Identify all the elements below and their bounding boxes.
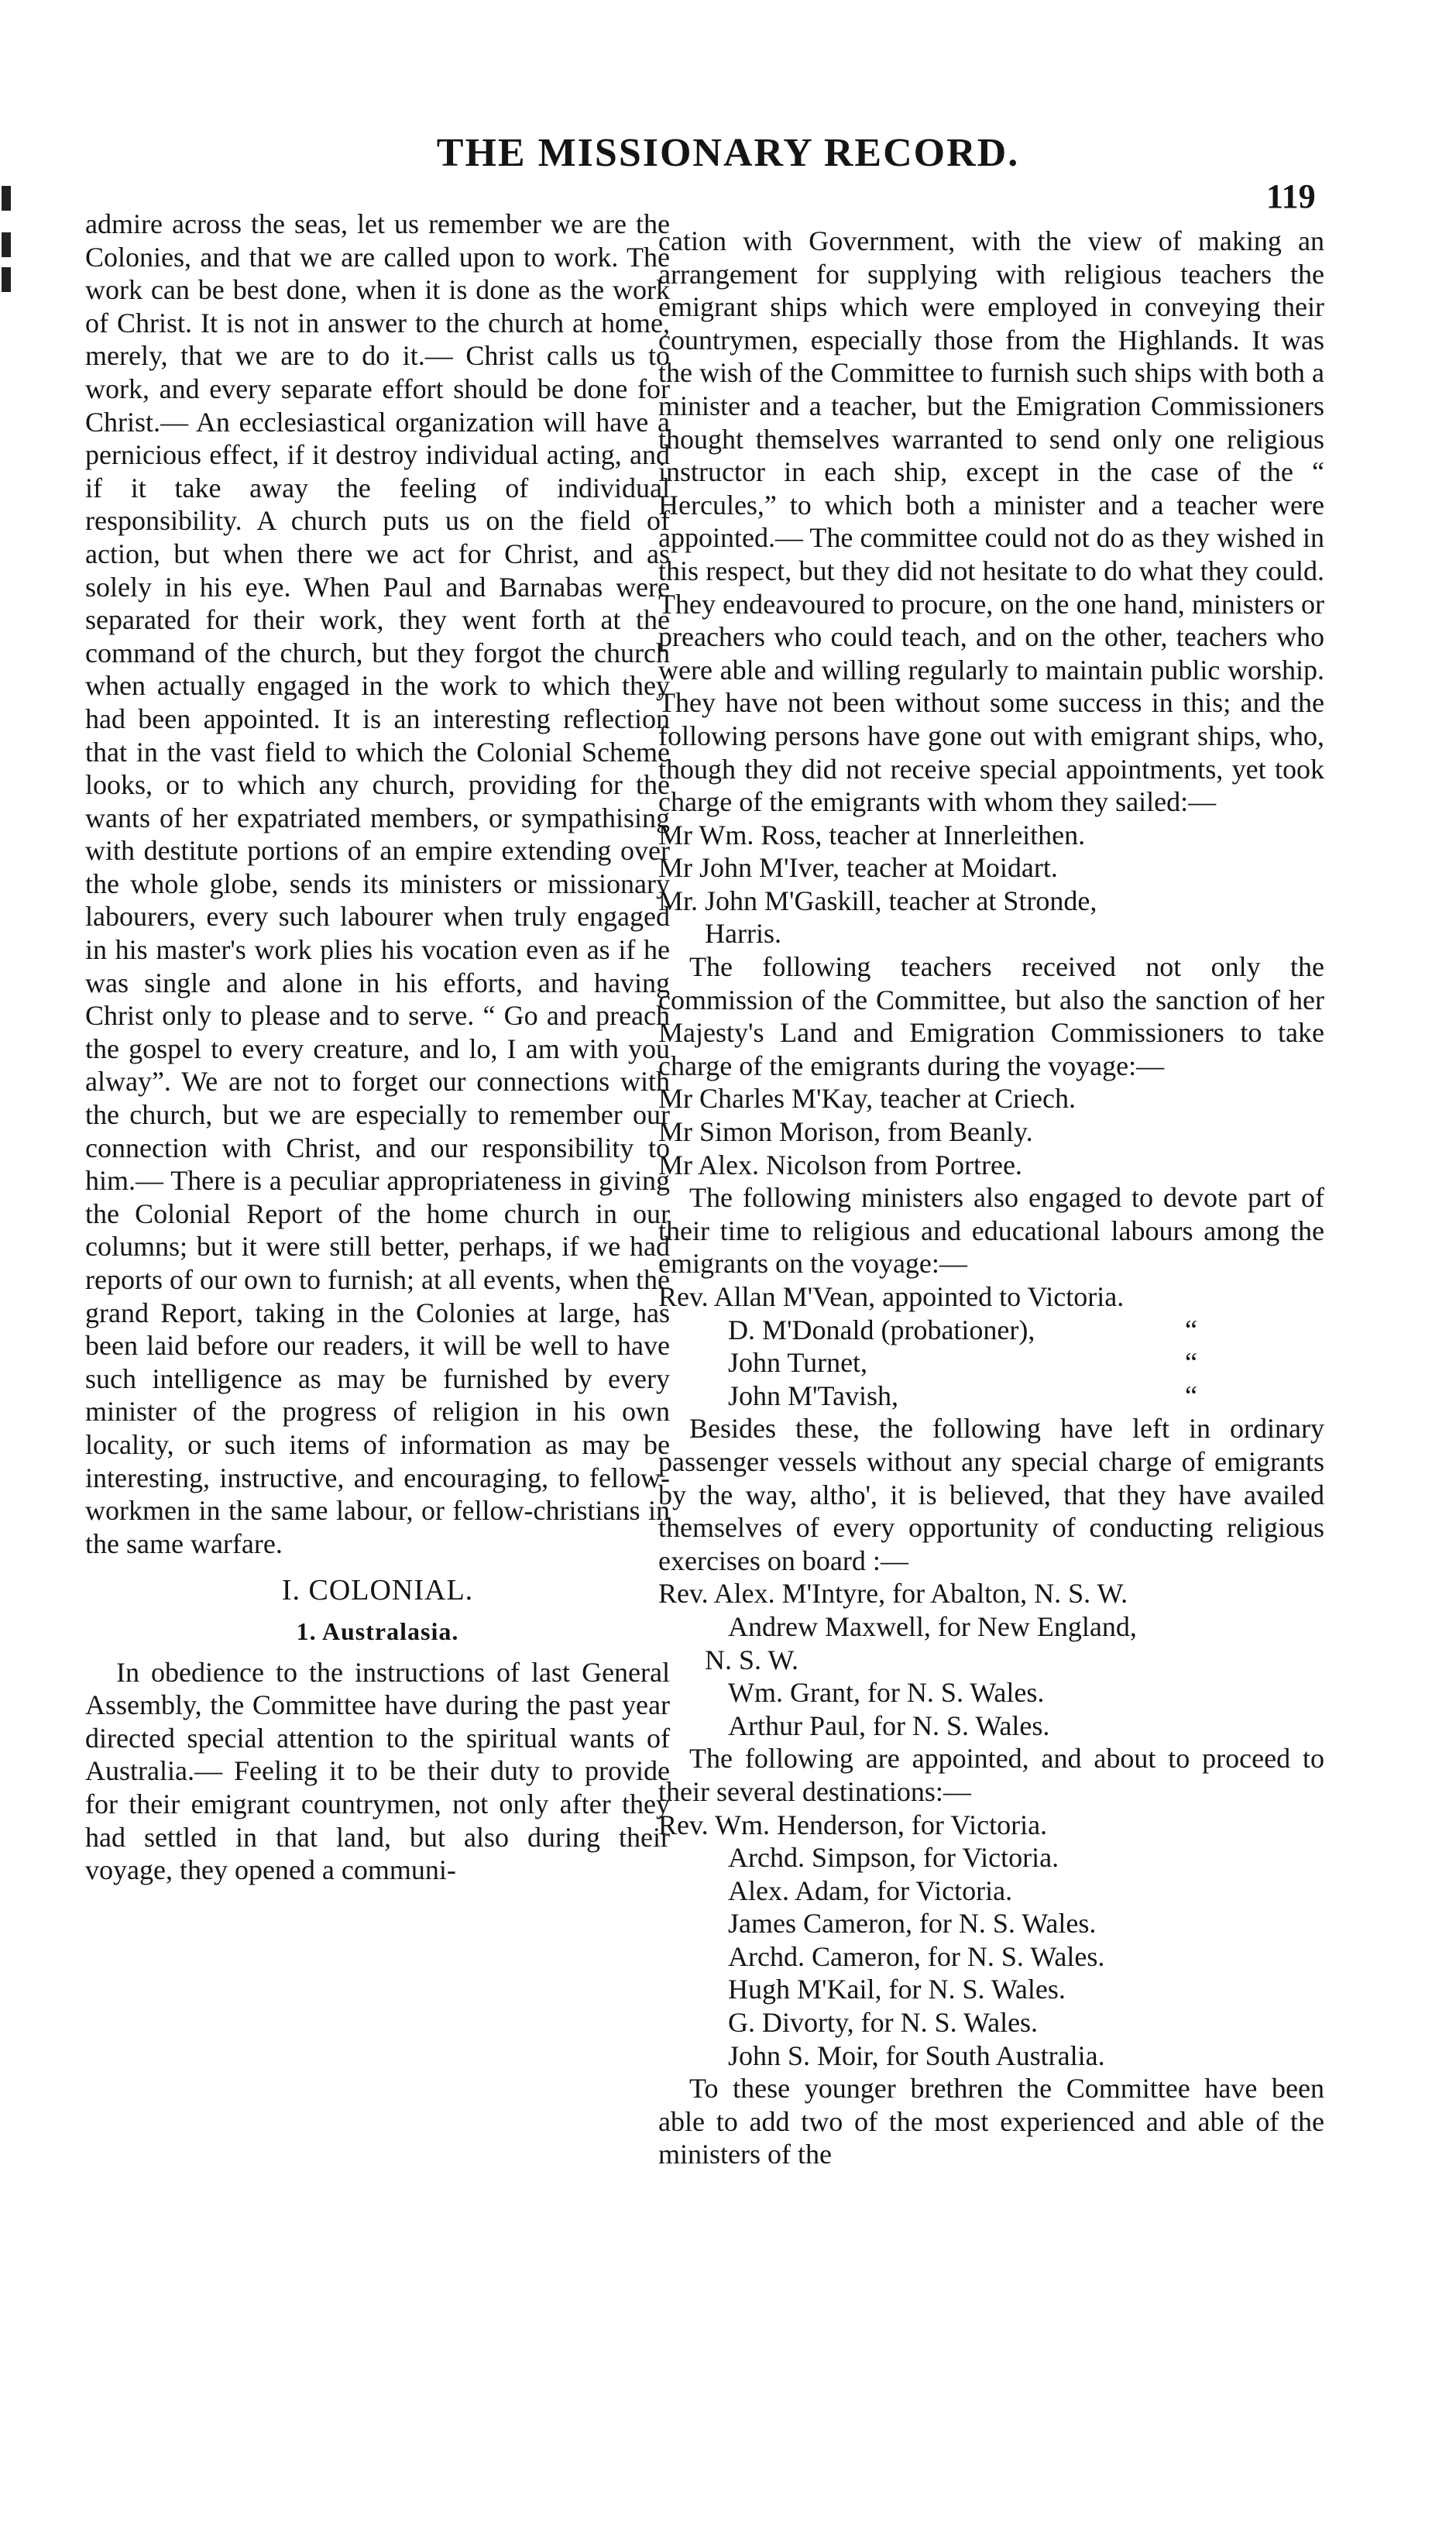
ditto-mark: “ (1185, 1347, 1197, 1379)
paragraph: The following are appointed, and about to proceed to their several destinations:— (658, 1743, 1324, 1807)
departed-list (658, 1577, 1324, 1742)
list-item: Mr Simon Morison, from Beanly. (658, 1116, 1033, 1148)
list-item: James Cameron, for N. S. Wales. (728, 1908, 1097, 1940)
page-number: 119 (1266, 177, 1316, 215)
appointed-list (658, 1809, 1324, 2073)
paragraph: admire across the seas, let us remember we are the Colonies, and that we are called upon to work. The work can be best done, when it is done as the work of Christ. It is not in answer to the church at home, merely, that we are to do it.— Christ calls us to work, and every separate effort should be done for Christ.— An ecclesiastical organization will have a pernicious effect, if it destroy individual acting, and if it take away the feeling of individual responsibility. A church puts us on the field of action, but when there we act for Christ, and as solely in his eye. When Paul and Barnabas were separated for their work, they went forth at the command of the church, but they forgot the church when actually engaged in the work to which they had been appointed. It is an interesting reflection that in the vast field to which the Colonial Scheme looks, or to which any church, providing for the wants of her expatriated members, or sympathising with destitute portions of an empire extending over the whole globe, sends its ministers or missionary labourers, every such labourer when truly engaged in his master's work plies his vocation even as if he was single and alone in his efforts, and having Christ only to please and to serve. “ Go and preach the gospel to every creature, and lo, I am with you alway”. We are not to forget our connections with the church, but we are especially to remember our connection with Christ, and our responsibility to him.— There is a peculiar appropriateness in giving the Colonial Report of the home church in our columns; but it were still better, perhaps, if we had reports of our own to furnish; at all events, when the grand Report, taking in the Colonies at large, has been laid before our readers, it will be well to have such intelligence as may be furnished by every minister of the progress of religion in his own locality, or such items of information as may be interesting, instructive, and encouraging, to fellow-workmen in the same labour, or fellow-christians in the same warfare. (85, 208, 670, 1559)
list-item-text: John M'Tavish, (728, 1380, 898, 1411)
left-column (85, 208, 670, 1887)
list-item: Rev. Alex. M'Intyre, for Abalton, N. S. W. (658, 1578, 1128, 1610)
margin-mark (2, 186, 11, 211)
list-item: Archd. Cameron, for N. S. Wales. (728, 1940, 1105, 1972)
list-item (658, 1346, 1324, 1380)
list-item: Rev. Wm. Henderson, for Victoria. (658, 1809, 1048, 1840)
section-heading: I. COLONIAL. (281, 1574, 474, 1607)
list-item: Mr Wm. Ross, teacher at Innerleithen. (658, 819, 1086, 850)
subsection-heading: 1. Australasia. (296, 1617, 459, 1645)
teacher-list (658, 819, 1324, 950)
running-header: THE MISSIONARY RECORD. (436, 131, 1020, 175)
list-item: Hugh M'Kail, for N. S. Wales. (728, 1974, 1066, 2005)
paragraph: cation with Government, with the view of making an arrangement for supplying with religious teachers the emigrant ships which were employed in conveying their countrymen, especially those from the Highlands. It was the wish of the Committee to furnish such ships with both a minister and a teacher, but the Emigration Commissioners thought themselves warranted to send only one religious instructor in each ship, except in the case of the “ Hercules,” to which both a minister and a teacher were appointed.— The committee could not do as they wished in this respect, but they did not hesitate to do what they could. They endeavoured to procure, on the one hand, ministers or preachers who could teach, and on the other, teachers who were able and willing regularly to maintain public worship. They have not been without some success in this; and the following persons have gone out with emigrant ships, who, though they did not receive special appointments, yet took charge of the emigrants with whom they sailed:— (658, 225, 1324, 818)
list-item: Mr Alex. Nicolson from Portree. (658, 1149, 1022, 1180)
list-item: Mr John M'Iver, teacher at Moidart. (658, 852, 1058, 884)
list-item: Rev. Allan M'Vean, appointed to Victoria. (658, 1281, 1125, 1312)
ditto-mark: “ (1185, 1314, 1197, 1345)
list-item-continuation: N. S. W. (705, 1644, 799, 1675)
list-item: Wm. Grant, for N. S. Wales. (728, 1677, 1045, 1709)
paragraph: Besides these, the following have left in ordinary passenger vessels without any special charge of emigrants by the way, altho', it is believed, that they have availed themselves of every opportunity of conducting religious exercises on board :— (658, 1413, 1324, 1576)
margin-mark (2, 267, 11, 292)
paragraph: The following ministers also engaged to devote part of their time to religious and educational labours among the emigrants on the voyage:— (658, 1182, 1324, 1280)
list-item: Mr Charles M'Kay, teacher at Criech. (658, 1083, 1076, 1115)
right-column (658, 225, 1324, 2171)
list-item: John S. Moir, for South Australia. (728, 2039, 1105, 2071)
list-item: Andrew Maxwell, for New England, (728, 1610, 1137, 1642)
list-item: Mr. John M'Gaskill, teacher at Stronde, (658, 885, 1097, 916)
list-item: Archd. Simpson, for Victoria. (728, 1842, 1059, 1874)
list-item (658, 1314, 1324, 1347)
teacher-list (658, 1082, 1324, 1181)
paragraph: In obedience to the instructions of last General Assembly, the Committee have during the past year directed special attention to the spiritual wants of Australia.— Feeling it to be their duty to provide for their emigrant countrymen, not only after they had settled in that land, but also during their voyage, they opened a communi- (85, 1656, 670, 1886)
list-item-continuation: Harris. (705, 918, 781, 950)
paragraph: To these younger brethren the Committee have been able to add two of the most experienced and able of the ministers of the (658, 2073, 1324, 2170)
list-item-text: John Turnet, (728, 1347, 868, 1379)
list-item (658, 1380, 1324, 1413)
list-item: Arthur Paul, for N. S. Wales. (728, 1709, 1050, 1741)
list-item-text: D. M'Donald (probationer), (728, 1314, 1035, 1345)
minister-list (658, 1280, 1324, 1412)
paragraph: The following teachers received not only the commission of the Committee, but also the sanction of her Majesty's Land and Emigration Commissioners to take charge of the emigrants during the voyage:— (658, 951, 1324, 1081)
ditto-mark: “ (1185, 1380, 1197, 1411)
list-item: Alex. Adam, for Victoria. (728, 1874, 1013, 1906)
list-item: G. Divorty, for N. S. Wales. (728, 2007, 1039, 2039)
margin-mark (2, 232, 11, 257)
